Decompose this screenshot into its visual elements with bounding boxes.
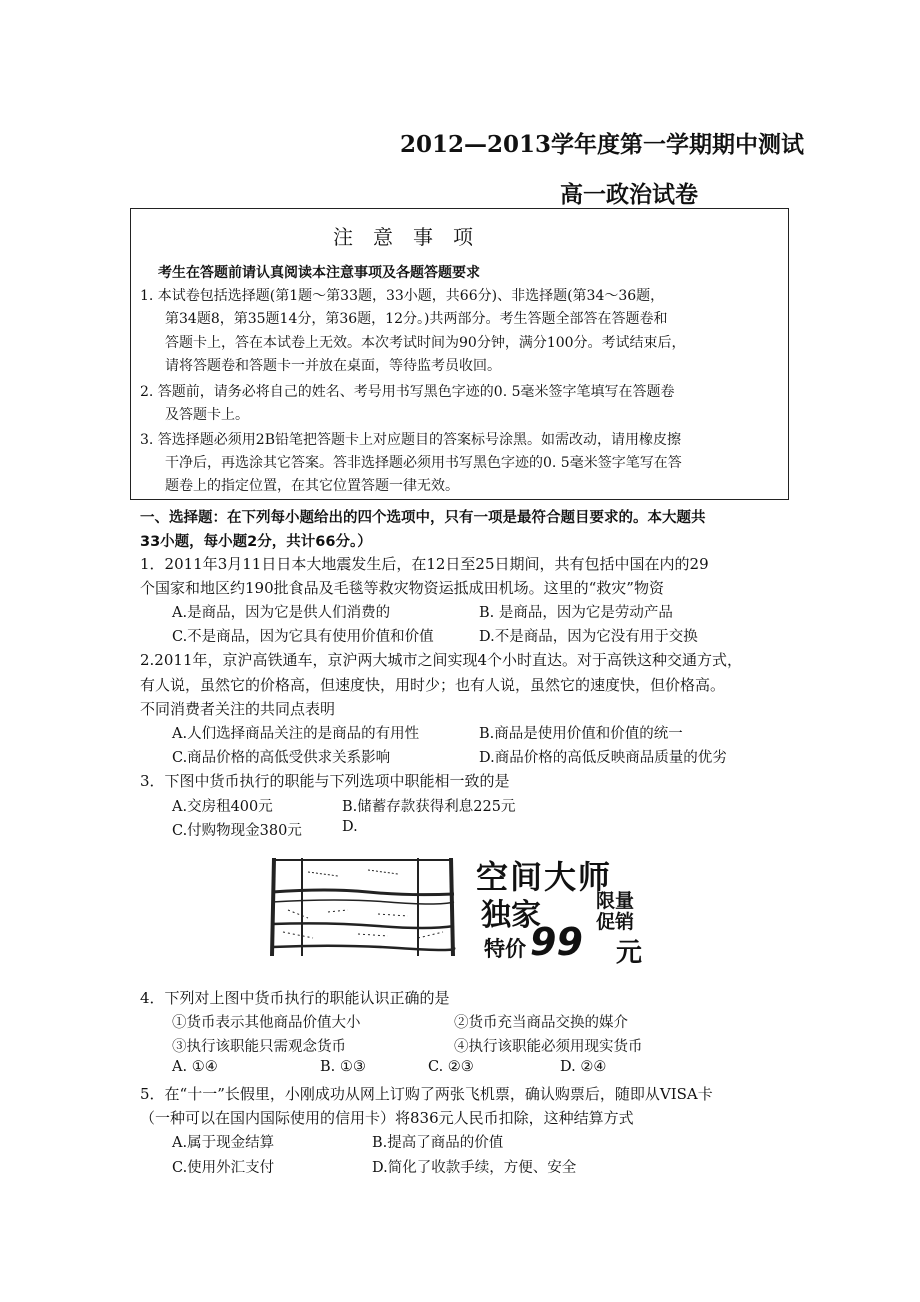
q3-option-a: A.交房租400元 — [172, 799, 273, 815]
q1-option-b: B. 是商品，因为它是劳动产品 — [479, 605, 673, 621]
q2-option-a: A.人们选择商品关注的是商品的有用性 — [172, 726, 420, 742]
notice-item-3-line-2: 干净后，再选涂其它答案。答非选择题必须用书写黑色字迹的0. 5毫米签字笔写在答 — [165, 455, 682, 471]
q4-statement-3: ③执行该职能只需观念货币 — [172, 1039, 346, 1055]
shelf-advertisement-image — [268, 852, 708, 968]
q5-stem-line-1: 5．在“十一”长假里，小刚成功从网上订购了两张飞机票，确认购票后，随即从VISA卡 — [140, 1085, 713, 1103]
ad-price-value: 99 — [530, 920, 583, 964]
q4-option-b: B. ①③ — [320, 1059, 366, 1075]
ad-price-unit: 元 — [616, 938, 643, 968]
q1-option-c: C.不是商品，因为它具有使用价值和价值 — [172, 629, 434, 645]
q1-option-a: A.是商品，因为它是供人们消费的 — [172, 605, 391, 621]
notice-intro: 考生在答题前请认真阅读本注意事项及各题答题要求 — [158, 265, 480, 281]
notice-item-1-line-3: 答题卡上，答在本试卷上无效。本次考试时间为90分钟，满分100分。考试结束后， — [165, 335, 686, 351]
q3-stem: 3．下图中货币执行的职能与下列选项中职能相一致的是 — [140, 772, 510, 790]
q1-stem-line-1: 1．2011年3月11日日本大地震发生后，在12日至25日期间，共有包括中国在内的29 — [140, 555, 709, 573]
ad-exclusive-text: 独家 — [481, 898, 541, 933]
notice-item-2-line-2: 及答题卡上。 — [165, 407, 249, 423]
ad-limited-text: 限量 — [596, 890, 635, 912]
q2-option-d: D.商品价格的高低反映商品质量的优劣 — [479, 750, 727, 766]
q5-option-c: C.使用外汇支付 — [172, 1160, 275, 1176]
q2-stem-line-3: 不同消费者关注的共同点表明 — [140, 700, 336, 718]
q3-option-c: C.付购物现金380元 — [172, 823, 302, 839]
notice-title: 注意事项 — [333, 225, 493, 249]
q5-stem-line-2: （一种可以在国内国际使用的信用卡）将836元人民币扣除，这种结算方式 — [140, 1109, 634, 1127]
notice-item-2-line-1: 2. 答题前，请务必将自己的姓名、考号用书写黑色字迹的0. 5毫米签字笔填写在答题卷 — [140, 384, 675, 400]
ad-price-label: 特价 — [484, 937, 526, 961]
q3-option-b: B.储蓄存款获得利息225元 — [342, 799, 516, 815]
q1-option-d: D.不是商品，因为它没有用于交换 — [479, 629, 698, 645]
q2-stem-line-1: 2.2011年，京沪高铁通车，京沪两大城市之间实现4个小时直达。对于高铁这种交通方式， — [140, 651, 743, 669]
q4-statement-1: ①货币表示其他商品价值大小 — [172, 1015, 361, 1031]
notice-item-1-line-1: 1. 本试卷包括选择题(第1题～第33题，33小题，共66分)、非选择题(第34～36题， — [140, 288, 665, 304]
notice-item-3-line-3: 题卷上的指定位置，在其它位置答题一律无效。 — [165, 478, 459, 494]
q3-option-d: D. — [342, 819, 358, 835]
shelf-drawing-icon — [268, 852, 458, 962]
notice-item-1-line-4: 请将答题卷和答题卡一并放在桌面，等待监考员收回。 — [165, 358, 501, 374]
q4-option-d: D. ②④ — [560, 1059, 607, 1075]
ad-promo-text: 促销 — [596, 911, 635, 933]
notice-item-1-line-2: 第34题8，第35题14分，第36题，12分。)共两部分。考生答题全部答在答题卷和 — [165, 311, 668, 327]
ad-brand-text: 空间大师 — [476, 858, 613, 896]
q5-option-a: A.属于现金结算 — [172, 1135, 275, 1151]
q4-option-c: C. ②③ — [428, 1059, 474, 1075]
q5-option-d: D.简化了收款手续，方便、安全 — [372, 1160, 577, 1176]
q1-stem-line-2: 个国家和地区约190批食品及毛毯等救灾物资运抵成田机场。这里的“救灾”物资 — [140, 579, 664, 597]
q4-option-a: A. ①④ — [172, 1059, 218, 1075]
section-heading-line-1: 一、选择题：在下列每小题给出的四个选项中，只有一项是最符合题目要求的。本大题共 — [140, 510, 706, 526]
q5-option-b: B.提高了商品的价值 — [372, 1135, 504, 1151]
q4-statement-2: ②货币充当商品交换的媒介 — [454, 1015, 628, 1031]
notice-item-3-line-1: 3. 答选择题必须用2B铅笔把答题卡上对应题目的答案标号涂黑。如需改动，请用橡皮擦 — [140, 432, 682, 448]
q2-stem-line-2: 有人说，虽然它的价格高，但速度快，用时少；也有人说，虽然它的速度快，但价格高。 — [140, 676, 726, 694]
q4-statement-4: ④执行该职能必须用现实货币 — [454, 1039, 643, 1055]
q2-option-b: B.商品是使用价值和价值的统一 — [479, 726, 683, 742]
q4-stem: 4．下列对上图中货币执行的职能认识正确的是 — [140, 989, 450, 1007]
section-heading-line-2: 33小题，每小题2分，共计66分。） — [140, 534, 372, 550]
exam-subtitle: 高一政治试卷 — [560, 181, 698, 208]
exam-title: 2012—2013学年度第一学期期中测试 — [400, 131, 805, 158]
q2-option-c: C.商品价格的高低受供求关系影响 — [172, 750, 391, 766]
